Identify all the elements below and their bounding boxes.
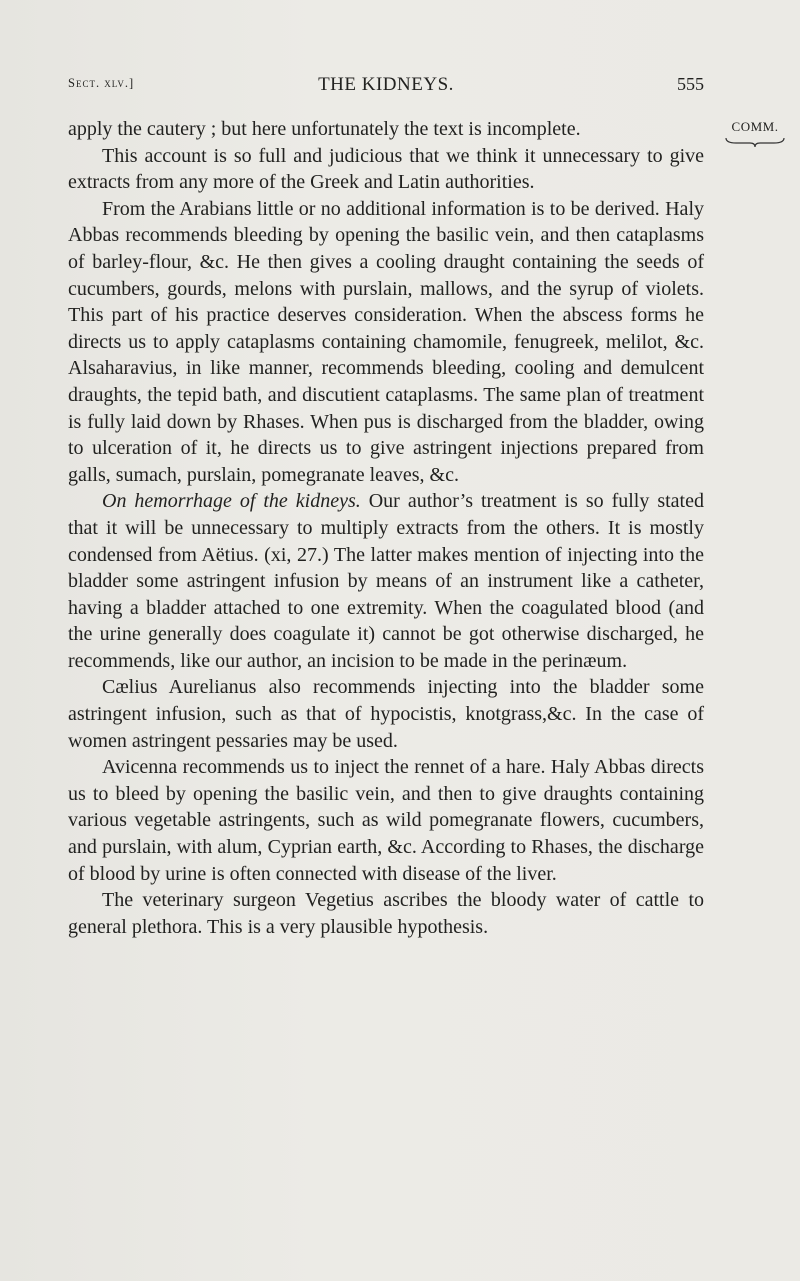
- paragraph-text: Avicenna recommends us to inject the rennet of a hare. Haly Abbas directs us to bleed by opening the basilic vein, and then to give draughts containing various vegetable astringents, such as wild pomegranate flowers, cucumbers, and purslain, with alum, Cyprian earth, &c. According to Rhases, the discharge of blood by urine is often connected with disease of the liver.: [68, 756, 704, 885]
- commentary-label: COMM.: [731, 119, 779, 134]
- running-head: [68, 74, 704, 98]
- brace-icon: [724, 136, 786, 148]
- paragraph-text: Our author’s treatment is so fully stated that it will be unnecessary to multiply extracts from the others. It is mostly condensed from Aëtius. (xi, 27.) The latter makes mention of injecting into the bladder some astringent infusion by means of an instrument like a catheter, having a bladder attached to one extremity. When the coagulated blood (and the urine generally does coagulate it) cannot be got otherwise discharged, he recommends, like our author, an incision to be made in the perinæum.: [68, 490, 704, 672]
- paragraph-lead: On hemorrhage of the kidneys.: [102, 490, 361, 513]
- paragraph-text: From the Arabians little or no additional information is to be derived. Haly Abbas recommends bleeding by opening the basilic vein, and then cataplasms of barley-flour, &c. He then gives a cooling draught containing the seeds of cucumbers, gourds, melons with purslain, mallows, and the syrup of violets. This part of his practice deserves consideration. When the abscess forms he directs us to apply cataplasms containing chamomile, fenugreek, melilot, &c. Alsaharavius, in like manner, recommends bleeding, cooling and demulcent draughts, the tepid bath, and discutient cataplasms. The same plan of treatment is fully laid down by Rhases. When pus is discharged from the bladder, owing to ulceration of it, he directs us to give astringent injections prepared from galls, sumach, purslain, pomegranate leaves, &c.: [68, 197, 704, 486]
- paragraph-text: Cælius Aurelianus also recommends injecting into the bladder some astringent infusion, such as that of hypocistis, knotgrass,&c. In the case of women astringent pessaries may be used.: [68, 676, 704, 752]
- paragraph-vegetius: [68, 887, 704, 940]
- paragraph-arabians: [68, 196, 704, 489]
- paragraph-cautery: [68, 116, 704, 143]
- section-label: Sect. xlv.]: [68, 76, 135, 90]
- paragraph-text: The veterinary surgeon Vegetius ascribes the bloody water of cattle to general plethora. This is a very plausible hypothesis.: [68, 889, 704, 938]
- paragraph-text: This account is so full and judicious that we think it unnecessary to give extracts from any more of the Greek and Latin authorities.: [68, 144, 704, 194]
- paragraph-text: apply the cautery ; but here unfortunately the text is incomplete.: [68, 118, 581, 140]
- page-number: 555: [677, 74, 704, 94]
- margin-note: [720, 119, 790, 148]
- body-text: [68, 116, 704, 940]
- chapter-title: THE KIDNEYS.: [318, 74, 454, 95]
- paragraph-caelius: [68, 674, 704, 754]
- paragraph-avicenna: [68, 754, 704, 887]
- paragraph-account: [68, 143, 704, 196]
- paragraph-hemorrhage: [68, 488, 704, 674]
